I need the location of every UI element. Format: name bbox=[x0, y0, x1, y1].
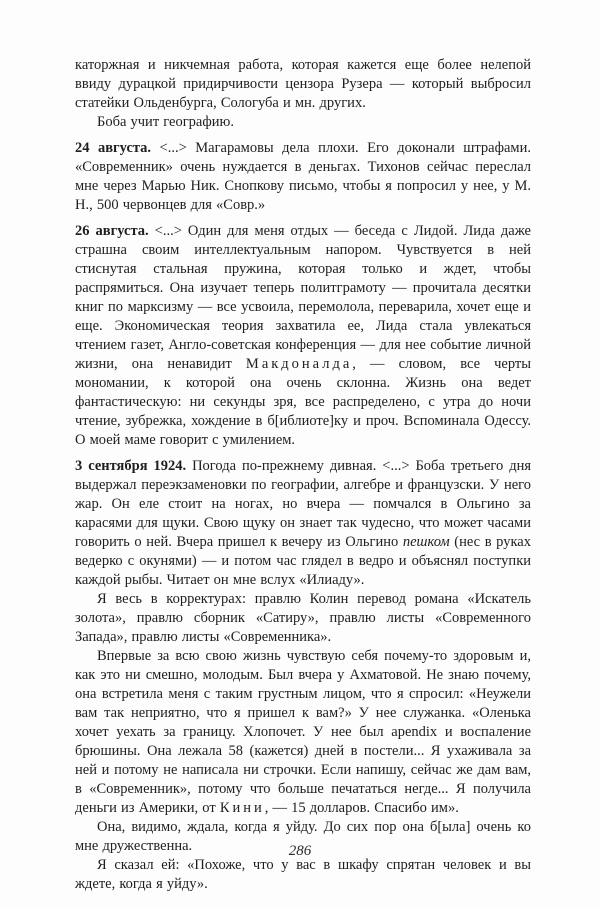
text-run: , — 15 долларов. Спасибо им». bbox=[264, 800, 459, 816]
text-run: (нес в руках ведерко с окунями) — и потом час глядел в ведро и объяснял поступки каждой рыбы. Читает он мне вслух «Илиаду». bbox=[75, 534, 531, 588]
text-run: Я весь в корректурах: правлю Колин перевод романа «Искатель золота», правлю сборник «Сатиру», правлю листы «Современного Запада», правлю листы «Современника». bbox=[75, 591, 531, 645]
text-run: Боба учит географию. bbox=[97, 114, 234, 130]
text-run: , — словом, все черты мономании, к которой она очень склонна. Жизнь она ведет фантастическую: ни секунды зря, все распределено, с утра до ночи чтение, зубрежка, хождение в б[иблиоте]ку и проч. Вспоминала Одессу. О моей маме говорит с умилением. bbox=[75, 356, 531, 448]
text-run: Погода по-прежнему дивная. <...> Боба третьего дня выдержал переэкзаменовки по географии, алгебре и французски. У него жар. Он еле стоит на ногах, но вчера — помчался в Ольгино за карасями для щуки. Свою щуку он знает так чудесно, что может часами говорить о ней. Вчера пришел к вечеру из Ольгино bbox=[75, 458, 531, 550]
diary-entry-paragraph bbox=[75, 222, 531, 450]
diary-entry-paragraph bbox=[75, 457, 531, 590]
text-run: <...> Один для меня отдых — беседа с Лидой. Лида даже страшна своим интеллектуальным напором. Чувствуется в ней стиснутая стальная пружина, которая только и ждет, чтобы распрямиться. Она изучает теперь политграмоту — прочитала десятки книг по марксизму — все усвоила, перемолола, переварила, хочет еще и еще. Экономическая теория захватила ее, Лида стала увлекаться чтением газет, Англо-советская конференция — для нее событие личной жизни, она ненавидит bbox=[75, 223, 531, 372]
diary-entry-paragraph bbox=[75, 139, 531, 215]
text-run: каторжная и никчемная работа, которая кажется еще более нелепой ввиду дурацкой придирчивости цензора Рузера — который выбросил статейки Ольденбурга, Сологуба и мн. других. bbox=[75, 57, 531, 111]
text-run: Я сказал ей: «Похоже, что у вас в шкафу спрятан человек и вы ждете, когда я уйду». bbox=[75, 857, 531, 892]
text-run: Кини bbox=[219, 800, 265, 816]
text-run: <...> Магарамовы дела плохи. Его доконали штрафами. «Современник» очень нуждается в деньгах. Тихонов сейчас переслал мне через Марью Ник. Снопкову письмо, чтобы я попросил у нее, у М. Н., 500 червонцев для «Совр.» bbox=[75, 140, 531, 213]
text-run: Она, видимо, ждала, когда я уйду. До сих пор она б[ыла] очень ко мне дружественна. bbox=[75, 819, 531, 854]
text-run: Макдоналда bbox=[245, 356, 353, 372]
paragraph bbox=[75, 590, 531, 647]
page-text bbox=[75, 56, 531, 894]
entry-date: 3 сентября 1924. bbox=[75, 458, 187, 474]
paragraph bbox=[75, 647, 531, 818]
entry-date: 24 августа. bbox=[75, 140, 152, 156]
paragraph bbox=[75, 856, 531, 894]
entry-date: 26 августа. bbox=[75, 223, 149, 239]
text-run: Впервые за всю свою жизнь чувствую себя почему-то здоровым и, как это ни смешно, молодым. Был вчера у Ахматовой. Не знаю почему, она встретила меня с таким грустным лицом, что я спросил: «Неужели вам так неприятно, что я пришел к вам?» У нее служанка. «Оленька хочет уехать за границу. Хлопочет. У нее был apendix и воспаление брюшины. Она лежала 58 (кажется) дней в постели... Я ухаживала за ней и потому не написала ни строчки. Если напишу, сейчас же дам вам, в «Современник», потому что больше печататься негде... Я получила деньги из Америки, от bbox=[75, 648, 531, 816]
paragraph bbox=[75, 113, 531, 132]
text-run: пешком bbox=[402, 534, 450, 550]
paragraph bbox=[75, 56, 531, 113]
page-number: 286 bbox=[288, 843, 312, 859]
